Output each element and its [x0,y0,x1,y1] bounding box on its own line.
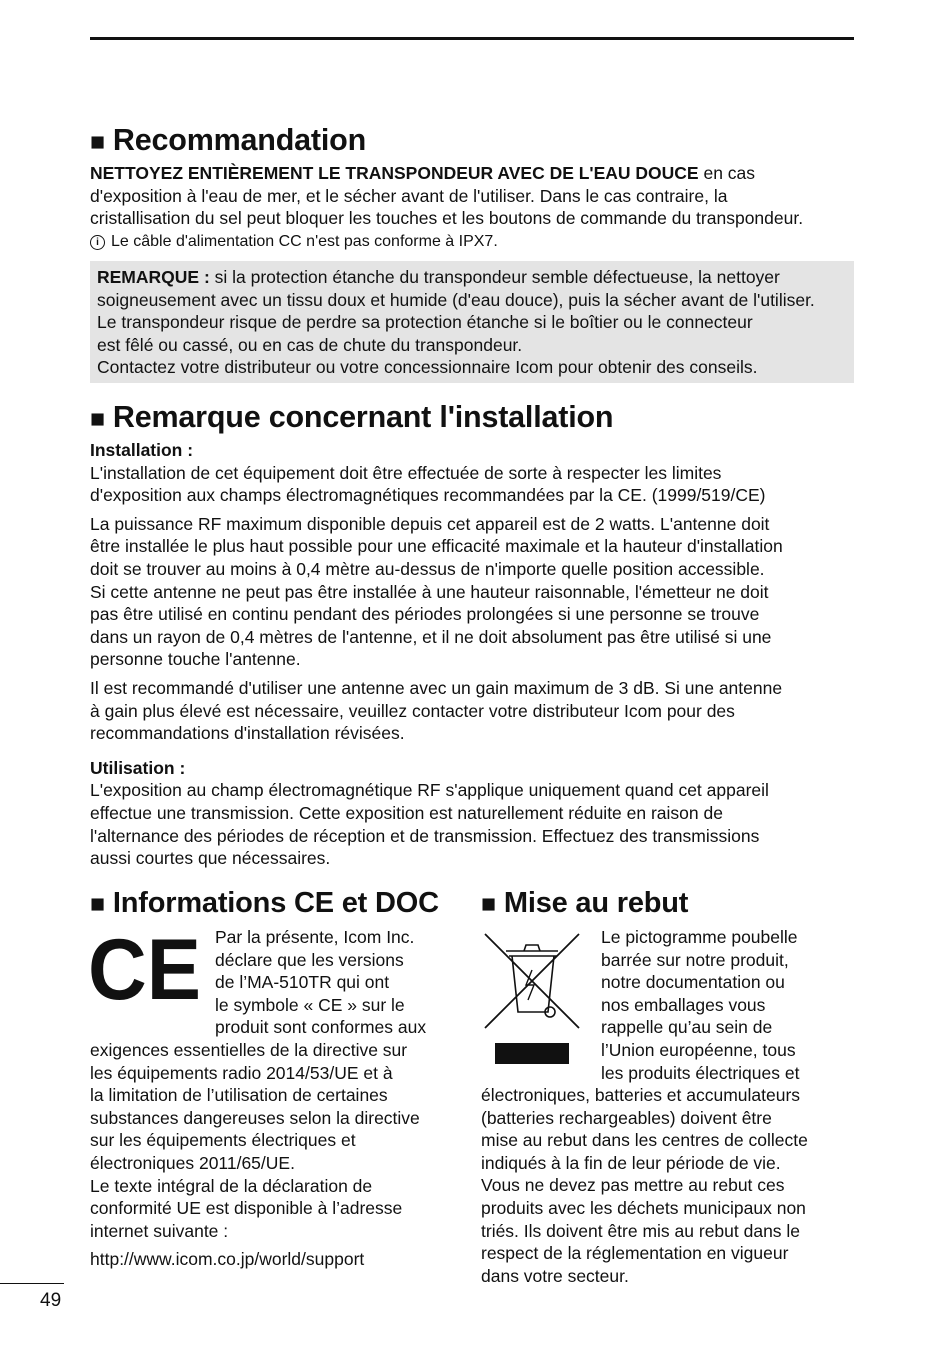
disposal-beside-icon: Le pictogramme poubelle barrée sur notre produit, notre documentation ou nos emballages vous rappelle qu’au sein de l’Union européenne, tous les produits électriques et [601,927,800,1083]
remark-box: REMARQUE : si la protection étanche du transpondeur semble défectueuse, la nettoyer soigneusement avec un tissu doux et humide (d'eau douce), puis la sécher avant de l'utiliser. Le transpondeur risque de perdre sa protection étanche si le boîtier ou le connecteur est fêlé ou cassé, ou en cas de chute du transpondeur. Contactez votre distributeur ou votre concessionnaire Icom pour obtenir des conseils. [90,261,854,383]
recommandation-body: NETTOYEZ ENTIÈREMENT LE TRANSPONDEUR AVEC DE L'EAU DOUCE en cas d'exposition à l'eau de mer, et le sécher avant de l'utiliser. Dans le cas contraire, la cristallisation du sel peut bloquer les touches et les boutons de commande du transpondeur. i Le câble d'alimentation CC n'est pas conforme à IPX7. [90,162,854,253]
note-line: i Le câble d'alimentation CC n'est pas conforme à IPX7. [90,231,854,253]
section-title-recommandation: ■ Recommandation [90,123,367,157]
section-recommandation [90,122,854,160]
square-bullet-icon: ■ [481,890,496,918]
section-ce-doc [90,885,470,922]
top-rule [90,37,854,40]
section-title-disposal: ■ Mise au rebut [481,887,689,919]
installation-label: Installation : [90,440,194,460]
info-icon: i [90,235,105,250]
ce-beside-logo: Par la présente, Icom Inc. déclare que les versions de l’MA-510TR qui ont le symbole « CE » sur le produit sont conformes aux [215,927,427,1038]
ce-mark-logo [88,933,203,1005]
remark-label: REMARQUE : [97,267,210,287]
ce-body: exigences essentielles de la directive sur les équipements radio 2014/53/UE et à la limitation de l’utilisation de certaines substances dangereuses selon la directive sur les équipements électriques et électroniques 2011/65/UE. Le texte intégral de la déclaration de conformité UE est disponible à l’adresse internet suivante : http://www.icom.co.jp/world/support [90,1040,420,1270]
disposal-body: électroniques, batteries et accumulateurs (batteries rechargeables) doivent être mise au rebut dans les centres de collecte indiqués à la fin de leur période de vie. Vous ne devez pas mettre au rebut ces produits avec les déchets municipaux non triés. Ils doivent être mis au rebut dans le respect de la réglementation en vigueur dans votre secteur. [481,1085,808,1286]
crossed-out-wheelie-bin-icon [482,930,582,1066]
square-bullet-icon: ■ [90,890,105,918]
support-url: http://www.icom.co.jp/world/support [90,1249,365,1270]
square-bullet-icon: ■ [90,128,105,156]
square-bullet-icon: ■ [90,405,105,433]
installation-body: Installation : L'installation de cet équipement doit être effectuée de sorte à respecter les limites d'exposition aux champs électromagnétiques recommandées par la CE. (1999/519/CE) La puissance RF maximum disponible depuis cet appareil est de 2 watts. L'antenne doit être installée le plus haut possible pour une efficacité maximale et la hauteur d'installation doit se trouver au moins à 0,4 mètre au-dessus de n'importe quelle position accessible. Si cette antenne ne peut pas être installée à une hauteur raisonnable, l'émetteur ne doit pas être utilisé en continu pendant des périodes prolongées si une personne se trouve dans un rayon de 0,4 mètres de l'antenne, et il ne doit absolument pas être utilisé si une personne touche l'antenne. Il est recommandé d'utiliser une antenne avec un gain maximum de 3 dB. Si une antenne à gain plus élevé est nécessaire, veuillez contacter votre distributeur Icom pour des recommandations d'installation révisées. Utilisation : L'exposition au champ électromagnétique RF s'applique uniquement quand cet appareil effectue une transmission. Cette exposition est naturellement réduite en raison de l'alternance des périodes de réception et de transmission. Effectuez des transmissions aussi courtes que nécessaires. [90,439,854,870]
section-title-installation: ■ Remarque concernant l'installation [90,400,614,434]
page-number: 49 [40,1290,62,1311]
section-installation [90,399,854,437]
section-disposal [481,885,861,922]
utilisation-label: Utilisation : [90,757,186,778]
ce-logo-text: CE [88,933,201,1005]
page-number-rule [0,1283,64,1284]
section-title-ce-doc: ■ Informations CE et DOC [90,887,439,919]
lead-bold-text: NETTOYEZ ENTIÈREMENT LE TRANSPONDEUR AVEC DE L'EAU DOUCE [90,163,699,183]
